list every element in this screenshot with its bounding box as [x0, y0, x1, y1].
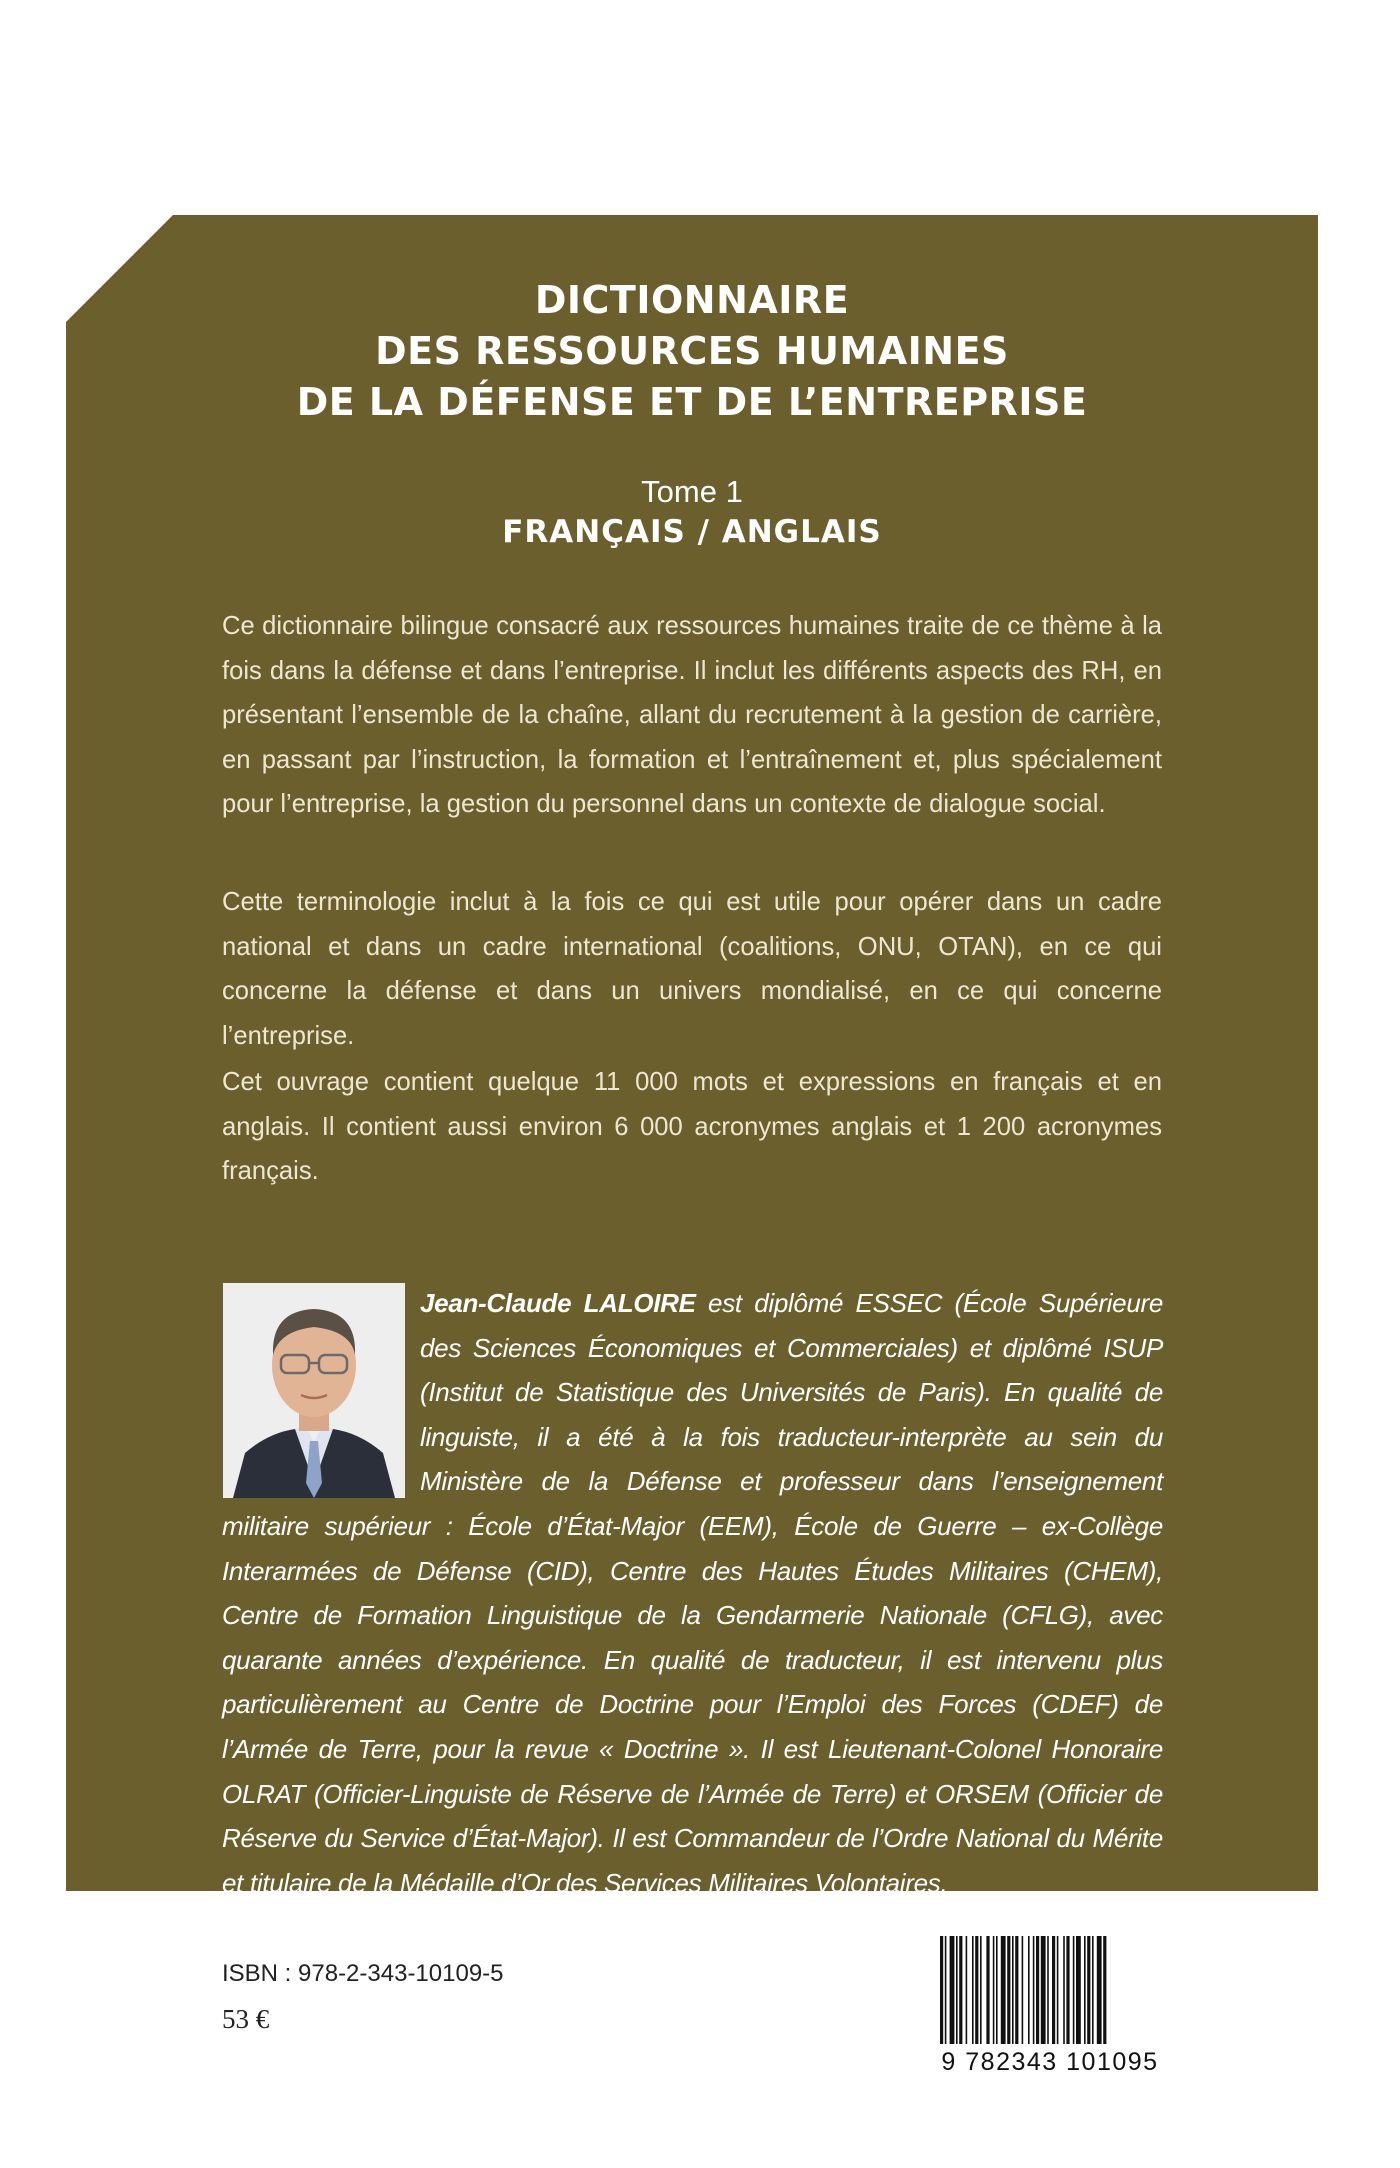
barcode-bar	[950, 1936, 955, 2044]
barcode-bar	[940, 1936, 943, 2044]
barcode-bar	[1073, 1936, 1075, 2044]
book-title-line-2: DES RESSOURCES HUMAINES	[375, 329, 1009, 373]
book-title-line-1: DICTIONNAIRE	[534, 278, 850, 322]
barcode	[932, 1936, 1168, 2081]
barcode-bar	[1036, 1936, 1039, 2044]
barcode-bar	[1052, 1936, 1055, 2044]
languages-label: FRANÇAIS / ANGLAIS	[502, 514, 882, 550]
barcode-bar	[993, 1936, 995, 2044]
barcode-bar	[1001, 1936, 1006, 2044]
barcode-bars	[932, 1936, 1168, 2048]
barcode-bar	[959, 1936, 962, 2044]
barcode-bar	[1015, 1936, 1018, 2044]
barcode-bar	[1097, 1936, 1102, 2044]
author-name: Jean-Claude LALOIRE	[420, 1288, 696, 1318]
barcode-bar	[1063, 1936, 1065, 2044]
barcode-bar	[1066, 1936, 1069, 2044]
barcode-bar	[1103, 1936, 1106, 2044]
barcode-bar	[972, 1936, 974, 2044]
barcode-bar	[996, 1936, 998, 2044]
barcode-bar	[1028, 1936, 1030, 2044]
barcode-bar	[956, 1936, 958, 2044]
barcode-bar	[1057, 1936, 1059, 2044]
barcode-bar	[1084, 1936, 1086, 2044]
barcode-bar	[1022, 1936, 1024, 2044]
barcode-bar	[1033, 1936, 1035, 2044]
title-block	[66, 275, 1318, 552]
barcode-bar	[1047, 1936, 1049, 2044]
price: 53 €	[222, 2004, 270, 2034]
description-paragraph-2: Cette terminologie inclut à la fois ce qui est utile pour opérer dans un cadre national et dans un cadre international (coalitions, ONU, OTAN), en ce qui concerne la défense et dans un univers mondialisé, en ce qui concerne l’entreprise.	[222, 888, 1162, 1050]
barcode-bar	[980, 1936, 982, 2044]
barcode-bar	[1007, 1936, 1010, 2044]
barcode-bar	[975, 1936, 978, 2044]
barcode-digits: 9 782343 101095	[941, 2048, 1159, 2076]
barcode-bar	[1076, 1936, 1081, 2044]
barcode-bar	[945, 1936, 947, 2044]
tome-label: Tome 1	[641, 474, 743, 509]
description-paragraph-3: Cet ouvrage contient quelque 11 000 mots et expressions en français et en anglais. Il contient aussi environ 6 000 acronymes anglais et 1 200 acronymes français.	[222, 1068, 1162, 1186]
barcode-bar	[1012, 1936, 1014, 2044]
description-paragraph-1: Ce dictionnaire bilingue consacré aux ressources humaines traite de ce thème à la fois dans la défense et dans l’entreprise. Il inclut les différents aspects des RH, en présentant l’ensemble de la chaîne, allant du recrutement à la gestion de carrière, en passant par l’instruction, la formation et l’entraînement et, plus spécialement pour l’entreprise, la gestion du personnel dans un contexte de dialogue social.	[222, 612, 1162, 819]
barcode-bar	[1041, 1936, 1046, 2044]
barcode-bar	[1092, 1936, 1094, 2044]
book-title-line-3: DE LA DÉFENSE ET DE L’ENTREPRISE	[296, 380, 1088, 424]
barcode-bar	[966, 1936, 968, 2044]
barcode-bar	[1087, 1936, 1090, 2044]
barcode-bar	[986, 1936, 989, 2044]
author-bio	[222, 1281, 1163, 1905]
author-bio-text: est diplômé ESSEC (École Supérieure des Sciences Économiques et Commerciales) et diplômé ISUP (Institut de Statistique des Universités de Paris). En qualité de linguiste, il a été à la fois traducteur-interprète au sein du Ministère de la Défense et professeur dans l’enseignement militaire supérieur : École d’État-Major (EEM), École de Guerre – ex-Collège Interarmées de Défense (CID), Centre des Hautes Études Militaires (CHEM), Centre de Formation Linguistique de la Gendarmerie Nationale (CFLG), avec quarante années d’expérience. En qualité de traducteur, il est intervenu plus particulièrement au Centre de Doctrine pour l’Emploi des Forces (CDEF) de l’Armée de Terre, pour la revue « Doctrine ». Il est Lieutenant-Colonel Honoraire OLRAT (Officier-Linguiste de Réserve de l’Armée de Terre) et ORSEM (Officier de Réserve du Service d’État-Major). Il est Commandeur de l’Ordre National du Mérite et titulaire de la Médaille d’Or des Services Militaires Volontaires.	[222, 1288, 1164, 1898]
isbn: ISBN : 978-2-343-10109-5	[222, 1960, 504, 1987]
